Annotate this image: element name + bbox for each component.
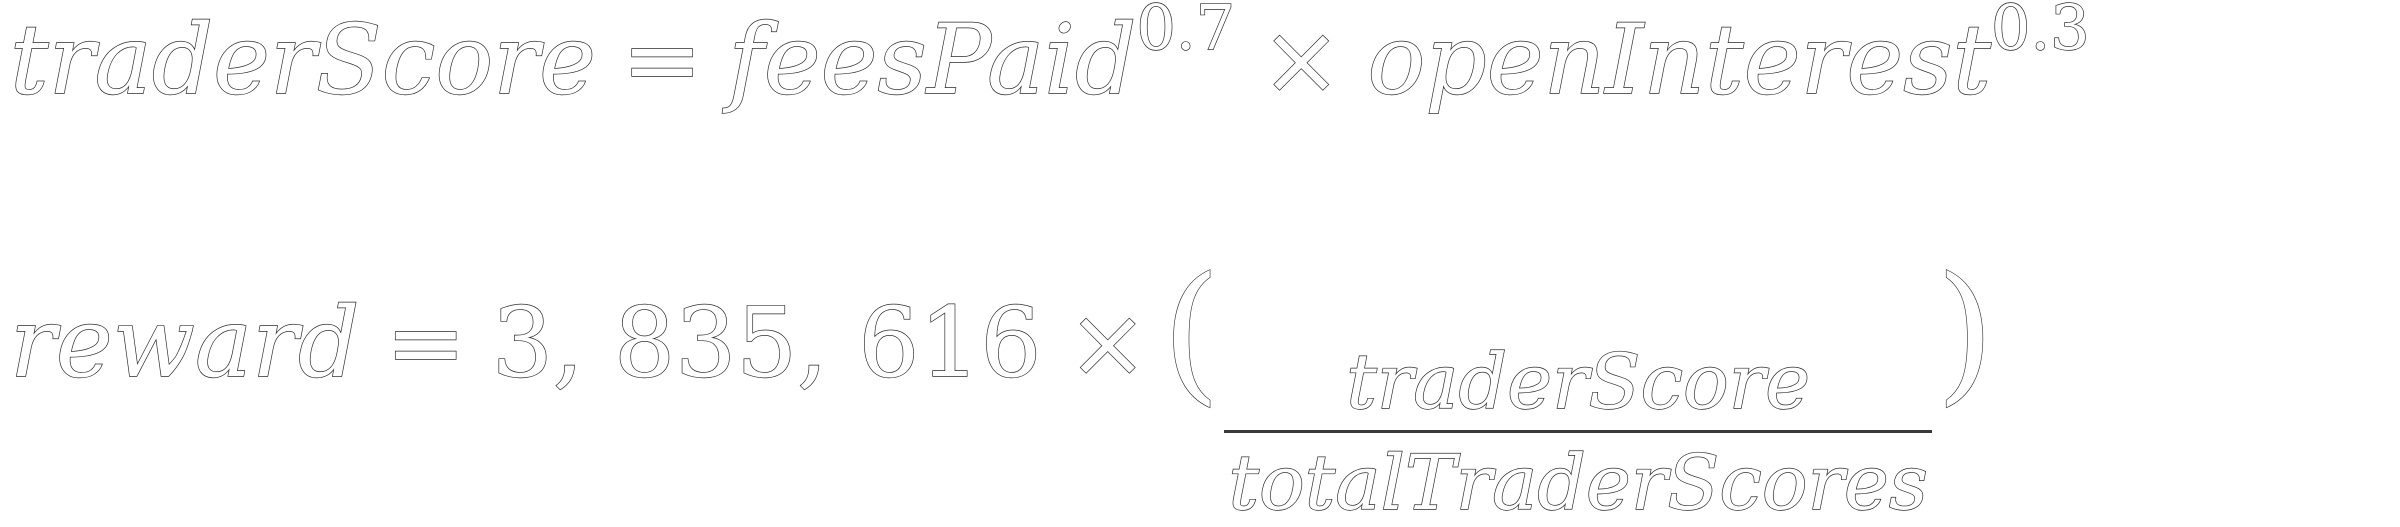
multiply-sign: × [1261, 4, 1342, 116]
fees-paid-symbol: feesPaid [728, 4, 1137, 116]
reward-symbol: reward [10, 287, 360, 399]
equals-sign: = [385, 287, 466, 399]
score-fraction [1224, 337, 1931, 527]
reward-coefficient: 3, 835, 616 [491, 287, 1042, 399]
trader-score-symbol: traderScore [10, 4, 596, 116]
left-parenthesis: ( [1161, 246, 1221, 420]
right-parenthesis: ) [1935, 246, 1995, 420]
multiply-sign: × [1067, 287, 1148, 399]
open-interest-exponent: 0.3 [1991, 0, 2090, 64]
fees-paid-exponent: 0.7 [1136, 0, 1236, 64]
reward-equation [10, 246, 1995, 527]
open-interest-symbol: openInterest [1367, 4, 1992, 116]
trader-score-equation [10, 0, 2090, 132]
equals-sign: = [621, 4, 703, 116]
fraction-denominator: totalTraderScores [1228, 438, 1928, 527]
fraction-numerator: traderScore [1346, 337, 1811, 426]
